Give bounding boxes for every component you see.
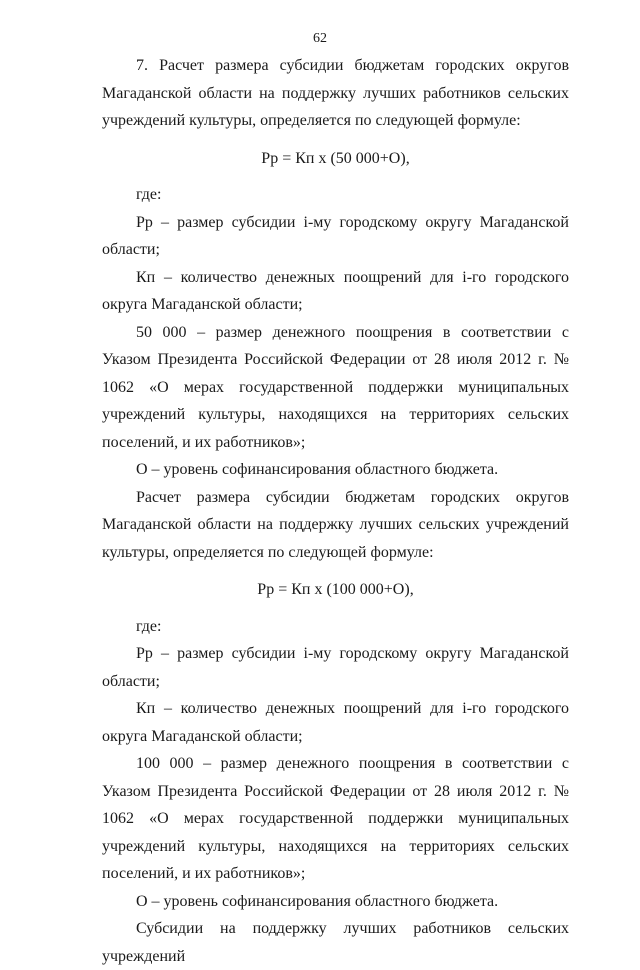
definition-rr-2: Рр – размер субсидии i-му городскому округу Магаданской области; (102, 645, 569, 690)
definition-amount-1: 50 000 – размер денежного поощрения в соответствии с Указом Президента Российской Федерации от 28 июля 2012 г. № 1062 «О мерах государственной поддержки муниципальных учреждений культуры, находящихся на территориях сельских поселений, и их работников»; (102, 323, 569, 451)
definition-o-1: О – уровень софинансирования областного бюджета. (136, 461, 499, 478)
where-label-1: где: (136, 186, 162, 203)
definition-amount-2: 100 000 – размер денежного поощрения в соответствии с Указом Президента Российской Федерации от 28 июля 2012 г. № 1062 «О мерах государственной поддержки муниципальных учреждений культуры, находящихся на территориях сельских поселений, и их работников»; (102, 755, 569, 882)
page-number: 62 (313, 31, 327, 46)
paragraph-calculation-intro-2: Расчет размера субсидии бюджетам городских округов Магаданской области на поддержку лучших сельских учреждений культуры, определяется по следующей формуле: (102, 488, 569, 561)
definition-kp-2: Кп – количество денежных поощрений для i-го городского округа Магаданской области; (102, 700, 569, 745)
formula-1: Рр = Кп х (50 000+О), (261, 149, 410, 167)
paragraph-subsidies: Субсидии на поддержку лучших работников сельских учреждений (102, 920, 569, 965)
definition-rr-1: Рр – размер субсидии i-му городскому округу Магаданской области; (102, 213, 569, 258)
definition-kp-1: Кп – количество денежных поощрений для i-го городского округа Магаданской области; (102, 268, 569, 313)
document-body (102, 52, 569, 970)
definition-o-2: О – уровень софинансирования областного бюджета. (136, 892, 499, 910)
formula-2: Рр = Кп х (100 000+О), (257, 581, 414, 598)
where-label-2: где: (136, 617, 162, 635)
paragraph-calculation-intro-1: 7. Расчет размера субсидии бюджетам городских округов Магаданской области на поддержку лучших работников сельских учреждений культуры, определяется по следующей формуле: (102, 57, 569, 129)
